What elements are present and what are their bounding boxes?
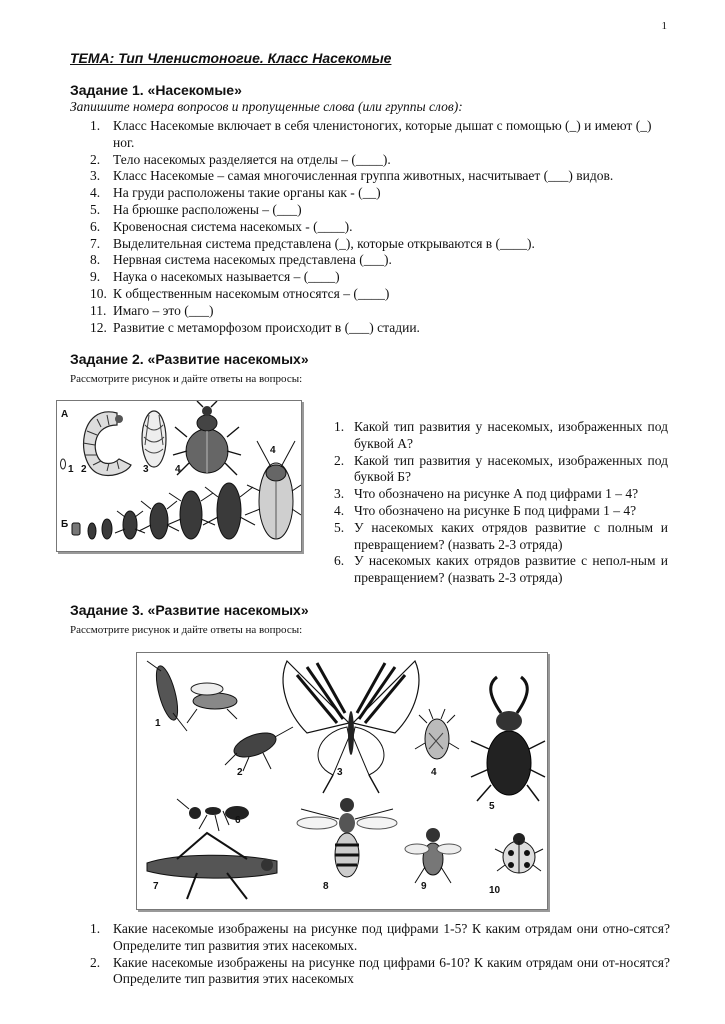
question-item — [90, 955, 670, 989]
insects-illustration — [137, 653, 547, 909]
question-text: Развитие с метаморфозом происходит в (___) стадии. — [113, 319, 420, 335]
question-number: 9. — [90, 269, 101, 285]
question-text: У насекомых каких отрядов развитие с непол-ным и превращением? (назвать 2-3 отряда) — [354, 553, 668, 586]
question-text: Тело насекомых разделяется на отделы – (____). — [113, 151, 391, 167]
question-text: Имаго – это (___) — [113, 302, 214, 318]
insect-label-1: 1 — [155, 718, 161, 729]
label-a-1: 1 — [68, 464, 74, 475]
question-number: 5. — [90, 201, 101, 217]
question-item — [334, 453, 668, 487]
question-item — [90, 219, 670, 236]
label-b-4: 4 — [270, 445, 276, 456]
question-item — [334, 503, 668, 520]
question-number: 1. — [334, 419, 345, 434]
question-number: 10. — [90, 285, 107, 301]
question-text: Что обозначено на рисунке А под цифрами 1 – 4? — [354, 486, 639, 502]
page-title: ТЕМА: Тип Членистоногие. Класс Насекомые — [70, 50, 392, 66]
insect-label-8: 8 — [323, 881, 329, 892]
egg-case-drawing — [72, 523, 80, 535]
question-number: 2. — [90, 151, 101, 167]
question-item — [90, 236, 670, 253]
insect-label-2: 2 — [237, 767, 243, 778]
question-item — [90, 286, 670, 303]
task3-question-list — [90, 921, 670, 988]
question-item — [334, 419, 668, 453]
label-a-2: 2 — [81, 464, 87, 475]
question-number: 3. — [90, 168, 101, 184]
question-text: Кровеносная система насекомых - (____). — [113, 218, 353, 234]
question-number: 7. — [90, 235, 101, 251]
question-number: 3. — [334, 486, 345, 502]
question-number: 6. — [334, 553, 345, 569]
pupa-drawing — [142, 411, 166, 467]
insect-label-9: 9 — [421, 881, 427, 892]
insect-7-grasshopper-drawing — [147, 833, 277, 899]
task2-question-list — [334, 419, 668, 587]
question-number: 12. — [90, 319, 107, 335]
development-figure — [56, 400, 302, 552]
insect-9-fly-drawing — [405, 828, 461, 883]
question-text: Что обозначено на рисунке Б под цифрами 1 – 4? — [354, 502, 637, 518]
question-text: На груди расположены такие органы как - (__) — [113, 185, 381, 201]
question-item — [90, 252, 670, 269]
question-text: Выделительная система представлена (_), которые открываются в (____). — [113, 235, 535, 251]
question-item — [90, 921, 670, 955]
question-text: Наука о насекомых называется – (____) — [113, 269, 340, 285]
page-number: 1 — [661, 20, 667, 32]
question-text: Какие насекомые изображены на рисунке под цифрами 1-5? К каким отрядам они отно-сятся? Определите тип развития этих насекомых. — [113, 921, 670, 953]
question-item — [334, 486, 668, 503]
insect-10-ladybird-drawing — [495, 833, 543, 873]
insect-8-wasp-drawing — [297, 798, 397, 877]
question-number: 2. — [90, 954, 101, 970]
question-item — [90, 152, 670, 169]
insect-label-6: 6 — [235, 815, 241, 826]
question-item — [90, 269, 670, 286]
task1-question-list — [90, 118, 670, 336]
question-item — [90, 118, 670, 152]
task3-heading: Задание 3. «Развитие насекомых» — [70, 602, 309, 618]
larva-drawing — [83, 412, 131, 476]
task1-heading: Задание 1. «Насекомые» — [70, 82, 242, 98]
insect-5-stag-beetle-drawing — [471, 677, 545, 801]
question-number: 1. — [90, 118, 101, 133]
question-number: 1. — [90, 921, 101, 936]
question-item — [90, 168, 670, 185]
insects-figure — [136, 652, 548, 910]
insect-label-5: 5 — [489, 801, 495, 812]
insect-4-bug-drawing — [415, 709, 459, 759]
insect-2-cockroach-drawing — [225, 727, 293, 771]
question-number: 2. — [334, 452, 345, 468]
row-a-label: А — [61, 409, 69, 420]
question-item — [90, 202, 670, 219]
question-text: Какой тип развития у насекомых, изображенных под буквой А? — [354, 419, 668, 451]
insect-label-7: 7 — [153, 881, 159, 892]
task2-instruction: Рассмотрите рисунок и дайте ответы на вопросы: — [70, 373, 303, 385]
insect-3-butterfly-drawing — [283, 661, 419, 793]
question-text: У насекомых каких отрядов развитие с полным и превращением? (назвать 2-3 отряда) — [354, 519, 668, 552]
task1-instruction: Запишите номера вопросов и пропущенные слова (или группы слов): — [70, 99, 463, 114]
task2-heading: Задание 2. «Развитие насекомых» — [70, 351, 309, 367]
question-text: На брюшке расположены – (___) — [113, 201, 302, 217]
adult-beetle-drawing — [173, 401, 241, 475]
question-item — [334, 520, 668, 554]
development-illustration — [57, 401, 301, 551]
question-item — [334, 553, 668, 587]
question-text: Класс Насекомые – самая многочисленная группа животных, насчитывает (___) видов. — [113, 168, 614, 184]
insect-label-4: 4 — [431, 767, 437, 778]
question-text: Какие насекомые изображены на рисунке под цифрами 6-10? К каким отрядам они от-носятся? Определите тип развития этих насекомых — [113, 954, 670, 987]
egg-drawing — [61, 459, 66, 469]
question-text: Какой тип развития у насекомых, изображенных под буквой Б? — [354, 452, 668, 485]
question-item — [90, 320, 670, 337]
question-number: 11. — [90, 302, 107, 318]
row-b-label: Б — [61, 519, 69, 530]
question-number: 4. — [334, 502, 345, 518]
insect-label-3: 3 — [337, 767, 343, 778]
question-number: 8. — [90, 252, 101, 268]
question-text: Нервная система насекомых представлена (___). — [113, 252, 392, 268]
question-item — [90, 185, 670, 202]
label-a-3: 3 — [143, 464, 149, 475]
question-text: К общественным насекомым относятся – (____) — [113, 285, 390, 301]
question-item — [90, 303, 670, 320]
nymph-drawings — [88, 483, 241, 539]
question-number: 4. — [90, 185, 101, 201]
insect-label-10: 10 — [489, 885, 501, 896]
label-a-4: 4 — [175, 464, 181, 475]
task3-instruction: Рассмотрите рисунок и дайте ответы на вопросы: — [70, 624, 303, 636]
question-number: 6. — [90, 218, 101, 234]
question-number: 5. — [334, 519, 345, 535]
question-text: Класс Насекомые включает в себя членистоногих, которые дышат с помощью (_) и имеют (_) ног. — [113, 118, 652, 150]
